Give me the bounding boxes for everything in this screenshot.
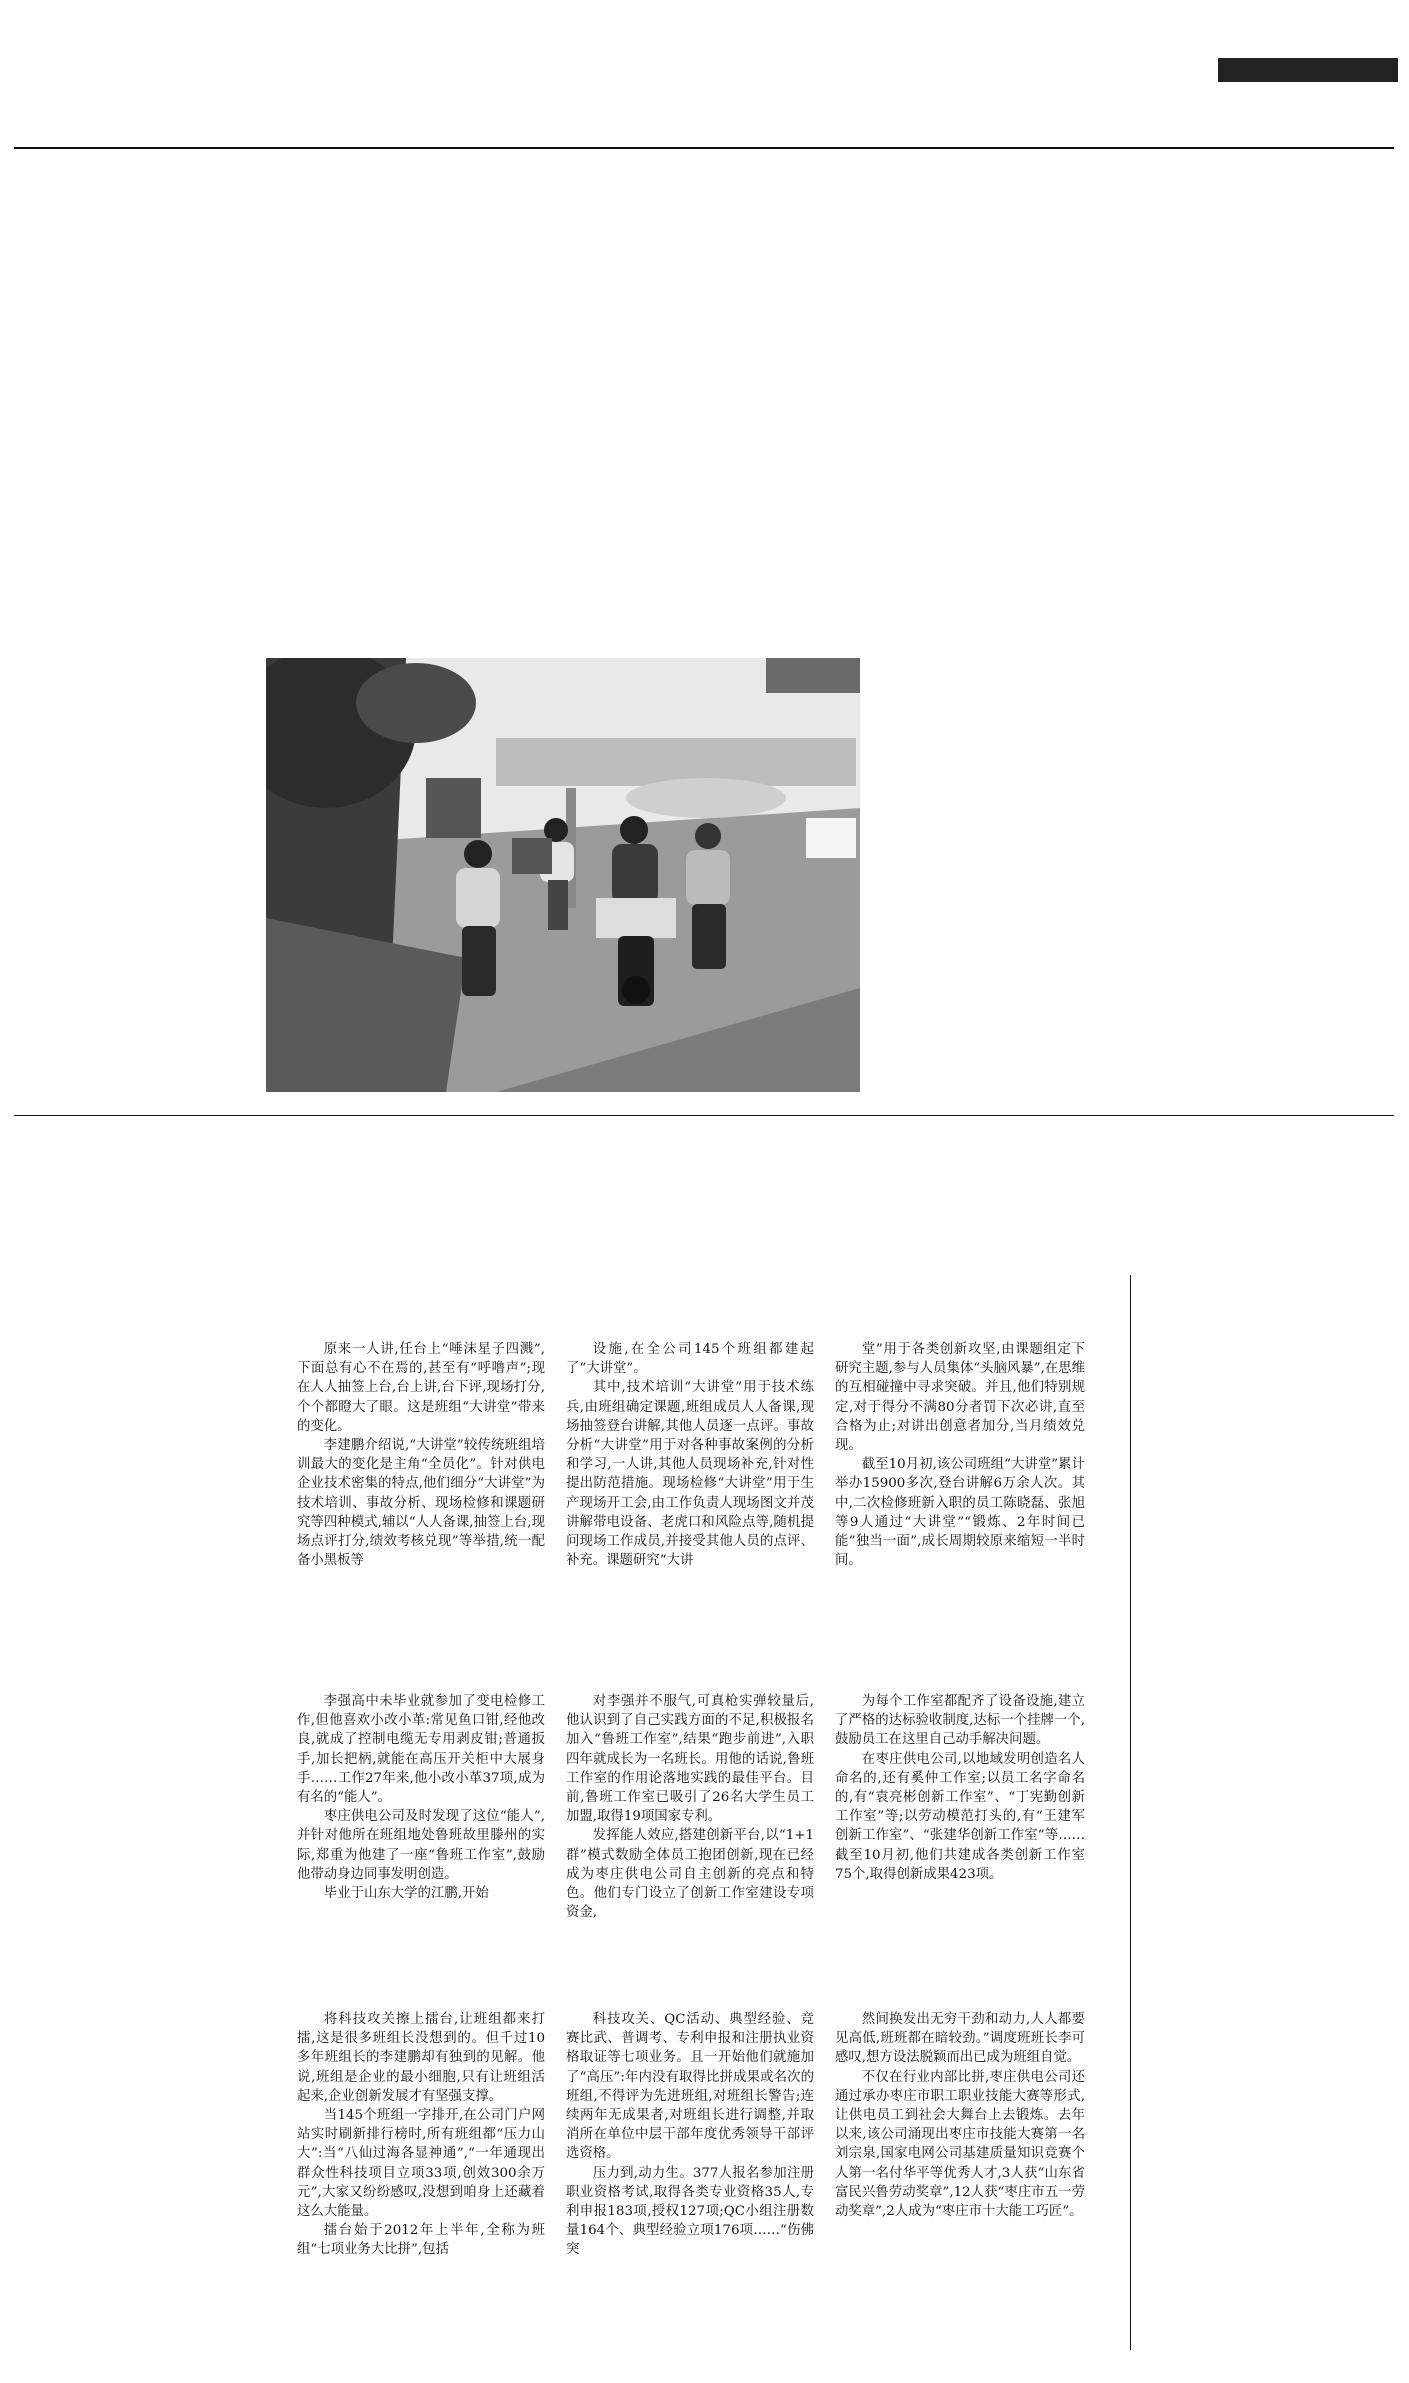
paragraph: 其中,技术培训“大讲堂”用于技术练兵,由班组确定课题,班组成员人人备课,现场抽签登台讲解,其他人员逐一点评。事故分析“大讲堂”用于对各种事故案例的分析和学习,一人讲,其他人员现场补充,针对性提出防范措施。现场检修“大讲堂”用于生产现场开工会,由工作负责人现场图文并茂讲解带电设备、老虎口和风险点等,随机提问现场工作成员,并接受其他人员的点评、补充。课题研究“大讲 bbox=[566, 1380, 814, 1569]
s3b-column bbox=[566, 1692, 814, 1962]
s1-column bbox=[17, 377, 264, 630]
paragraph: 在枣庄供电公司,以地域发明创造名人命名的,还有奚仲工作室;以员工名字命名的,有“袁亮彬创新工作室”、“丁宪勤创新工作室”等;以劳动模范打头的,有“王建军创新工作室”、“张建华创新工作室”等……截至10月初,他们共建成各类创新工作室75个,取得创新成果423项。 bbox=[835, 1751, 1085, 1882]
paragraph: 枣庄供电公司及时发现了这位“能人”,并针对他所在班组地处鲁班故里滕州的实际,郑重为他建了一座“鲁班工作室”,鼓励他带动身边同事发明创造。 bbox=[297, 1809, 545, 1882]
paragraph: 堂”用于各类创新攻坚,由课题组定下研究主题,参与人员集体“头脑风暴”,在思维的互相碰撞中寻求突破。并且,他们特别规定,对于得分不满80分者罚下次必讲,直至合格为止;对讲出创意者加分,当月绩效兑现。 bbox=[835, 1342, 1085, 1454]
paragraph: 毕业于山东大学的江鹏,开始 bbox=[323, 1886, 489, 1902]
s3b-column bbox=[835, 1692, 1085, 1962]
paragraph: 李强高中未毕业就参加了变电检修工作,但他喜欢小改小革:常见鱼口钳,经他改良,就成了控制电缆无专用剥皮钳;普通扳手,加长把柄,就能在高压开关柜中大展身手……工作27年来,他小改小革37项,成为有名的“能人”。 bbox=[297, 1694, 545, 1806]
paragraph: 不仅在行业内部比拼,枣庄供电公司还通过承办枣庄市职工职业技能大赛等形式,让供电员工到社会大舞台上去锻炼。去年以来,该公司涌现出枣庄市技能大赛第一名刘宗泉,国家电网公司基建质量知识竞赛个人第一名付华平等优秀人才,3人获“山东省富民兴鲁劳动奖章”,12人获“枣庄市五一劳动奖章”,2人成为“枣庄市十大能工巧匠”。 bbox=[835, 2069, 1085, 2220]
sidebar-quote bbox=[138, 1433, 285, 2208]
s1-column bbox=[1121, 377, 1368, 630]
paragraph: 压力到,动力生。377人报名参加注册职业资格考试,取得各类专业资格35人,专利申报183项,授权127项;QC小组注册数量164个、典型经验立项176项……“伤佛突 bbox=[566, 2165, 814, 2258]
paragraph: 对李强并不服气,可真枪实弹较量后,他认识到了自己实践方面的不足,积极报名加入“鲁班工作室”,结果“跑步前进”,入职四年就成长为一名班长。用他的话说,鲁班工作室的作用论落地实践的最佳平台。目前,鲁班工作室已吸引了26名大学生员工加盟,取得19项国家专利。 bbox=[566, 1694, 814, 1825]
s1-column bbox=[293, 377, 540, 630]
right-column-divider bbox=[1130, 1275, 1131, 2350]
street-photo bbox=[266, 658, 860, 1092]
paragraph: 截至10月初,该公司班组“大讲堂”累计举办15900多次,登台讲解6万余人次。其中,二次检修班新入职的员工陈晓磊、张旭等9人通过“大讲堂”“锻炼、2年时间已能”独当一面”,成长周期较原来缩短一半时间。 bbox=[835, 1457, 1085, 1569]
s3c-column bbox=[835, 2010, 1085, 2370]
paragraph: 设施,在全公司145个班组都建起了“大讲堂”。 bbox=[566, 1342, 814, 1377]
paragraph: 李建鹏介绍说,“大讲堂”较传统班组培训最大的变化是主角“全员化”。针对供电企业技术密集的特点,他们细分“大讲堂”为技术培训、事故分析、现场检修和课题研究等四种模式,辅以“人人备课,抽签上台,现场点评打分,绩效考核兑现”等举措,统一配备小黑板等 bbox=[297, 1438, 545, 1569]
paragraph: 科技攻关、QC活动、典型经验、竞赛比武、普调考、专利申报和注册执业资格取证等七项业务。且一开始他们就施加了“高压”:年内没有取得比拼成果或名次的班组,不得评为先进班组,对班组长警告;连续两年无成果者,对班组长进行调整,并取消所在单位中层干部年度优秀领导干部评选资格。 bbox=[566, 2012, 814, 2162]
right-column-body bbox=[1152, 1393, 1387, 2330]
s2-column bbox=[1154, 812, 1386, 1087]
s2-column bbox=[890, 812, 1132, 1087]
masthead bbox=[0, 0, 1409, 120]
s3a-column bbox=[835, 1340, 1085, 1645]
photo-credit bbox=[17, 1026, 242, 1066]
paragraph: 原来一人讲,任台上“唾沫星子四溅”,下面总有心不在焉的,甚至有“呼噜声”;现在人人抽签上台,台上讲,台下评,现场打分,个个都瞪大了眼。这是班组“大讲堂”带来的变化。 bbox=[297, 1342, 545, 1434]
paragraph: 当145个班组一字排开,在公司门户网站实时刷新排行榜时,所有班组都“压力山大”:当“八仙过海各显神通”,“一年通现出群众性科技项目立项33项,创效300余万元”,大家又纷纷感叹,没想到咱身上还藏着这么大能量。 bbox=[297, 2108, 545, 2220]
divider-before-story3 bbox=[14, 1115, 1394, 1116]
subsection-bar bbox=[1218, 58, 1398, 82]
s3a-column bbox=[566, 1340, 814, 1645]
photo-caption bbox=[17, 826, 242, 961]
s1-column bbox=[569, 377, 816, 630]
s3a-column bbox=[297, 1340, 545, 1645]
paragraph: 擂台始于2012年上半年,全称为班组“七项业务大比拼”,包括 bbox=[297, 2223, 545, 2258]
paragraph: 发挥能人效应,搭建创新平台,以“1+1群”模式数励全体员工抱团创新,现在已经成为枣庄供电公司自主创新的亮点和特色。他们专门设立了创新工作室建设专项资金, bbox=[566, 1828, 814, 1921]
paragraph: 为每个工作室都配齐了设备设施,建立了严格的达标验收制度,达标一个挂牌一个,鼓励员工在这里自己动手解决问题。 bbox=[835, 1694, 1085, 1748]
masthead-rule bbox=[14, 147, 1394, 149]
paragraph: 然间换发出无穷干劲和动力,人人都要见高低,班班都在暗较劲。”调度班班长李可感叹,想方设法脱颖而出已成为班组自觉。 bbox=[835, 2012, 1085, 2066]
s3c-column bbox=[566, 2010, 814, 2370]
paragraph: 将科技攻关擦上擂台,让班组都来打擂,这是很多班组长没想到的。但千过10多年班组长的李建鹏却有独到的见解。他说,班组是企业的最小细胞,只有让班组活起来,企业创新发展才有坚强支撑。 bbox=[297, 2012, 545, 2104]
s3b-column bbox=[297, 1692, 545, 1962]
s3c-column bbox=[297, 2010, 545, 2370]
s1-column bbox=[846, 377, 1093, 630]
